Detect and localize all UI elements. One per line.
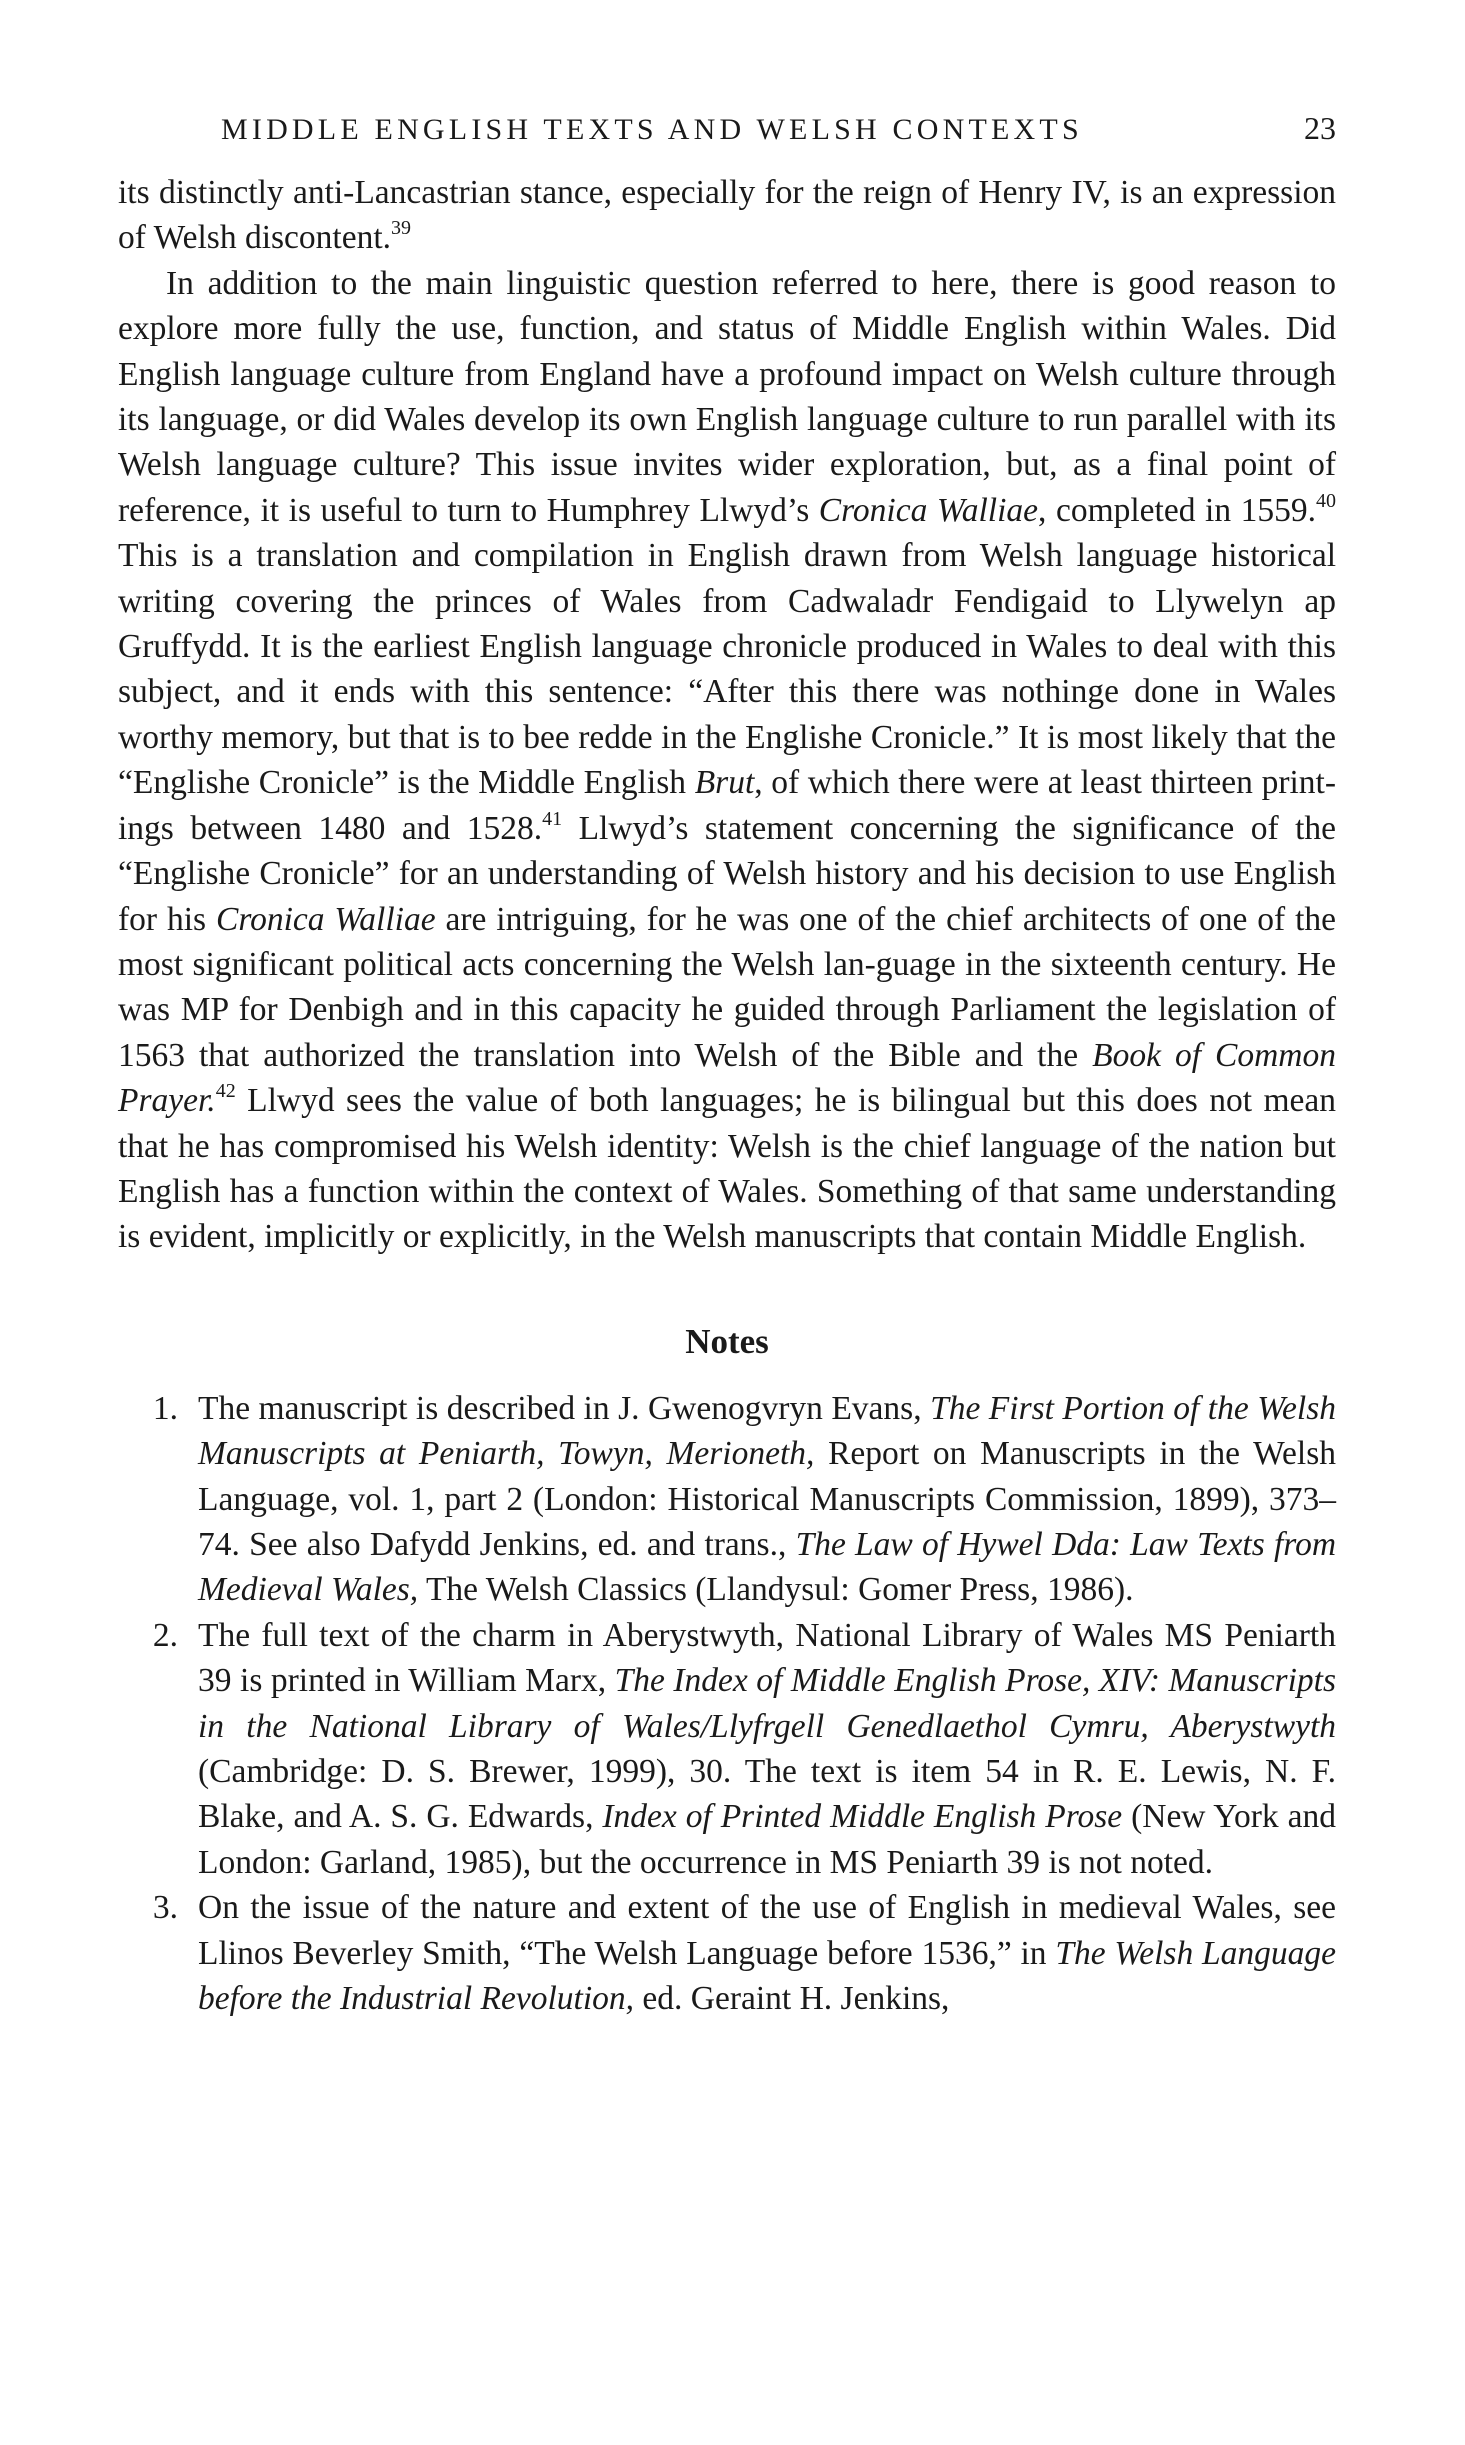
note-text bbox=[198, 1885, 1336, 2021]
text-run: , of which there were at least thirteen print-ings between 1480 and 1528. bbox=[118, 764, 1337, 847]
note-number: 1. bbox=[152, 1389, 178, 1427]
title-cronica-walliae: Cronica Walliae bbox=[818, 491, 1039, 529]
text-run: On the issue of the nature and extent of the use of English in medieval Wales, see Llinos Beverley Smith, “The Welsh Language before 1536,” in bbox=[198, 1889, 1336, 1972]
title-brut: Brut bbox=[694, 764, 755, 802]
cited-title: The Law of Hywel Dda: Law Texts from Medieval Wales, bbox=[198, 1525, 1337, 1609]
text-run: The full text of the charm in Aberystwyth, National Library of Wales MS Peniarth 39 is printed in William Marx, bbox=[198, 1616, 1336, 1700]
footnote-ref-40[interactable]: 40 bbox=[1316, 489, 1336, 512]
notes-heading: Notes bbox=[685, 1321, 769, 1361]
note-number: 2. bbox=[152, 1616, 178, 1654]
text-run: In addition to the main linguistic question referred to here, there is good reason to explore more fully the use, function, and status of Middle English within Wales. Did English language culture from England have a profound impact on Welsh culture through its language, or did Wales develop its own English language culture to run parallel with its Welsh language culture? This issue invites wider exploration, but, as a final point of reference, it is useful to turn to Humphrey Llwyd’s bbox=[118, 264, 1336, 529]
text-run: (New York and London: Garland, 1985), but the occurrence in MS Peniarth 39 is not noted. bbox=[198, 1798, 1336, 1881]
text-run: Report on Manuscripts in the Welsh Language, vol. 1, part 2 (London: Historical Manuscripts Commission, 1899), 373–74. See also Dafydd Jenkins, ed. and trans., bbox=[198, 1435, 1336, 1563]
cited-title: The Index of Middle English Prose, XIV: Manuscripts in the National Library of Wales/Llyfrgell Genedlaethol Cymru, Aberystwyth bbox=[198, 1662, 1336, 1745]
text-run: (Cambridge: D. S. Brewer, 1999), 30. The text is item 54 in R. E. Lewis, N. F. Blake, and A. S. G. Edwards, bbox=[198, 1753, 1336, 1836]
note-3 bbox=[118, 1885, 1336, 2021]
body-text bbox=[118, 170, 1336, 1260]
text-run: Llwyd sees the value of both languages; he is bilingual but this does not mean that he has compromised his Welsh identity: Welsh is the chief language of the nation but English has a function within the context of Wales. Something of that same understanding is evident, implicitly or explicitly, in the Welsh manuscripts that contain Middle English. bbox=[118, 1082, 1336, 1256]
text-run: The Welsh Classics (Llandysul: Gomer Press, 1986). bbox=[418, 1571, 1134, 1609]
text-run: This is a translation and compilation in English drawn from Welsh language historical writing covering the princes of Wales from Cadwaladr Fendigaid to Llywelyn ap Gruffydd. It is the earliest English language chronicle produced in Wales to deal with this subject, and it ends with this sentence: “After this there was nothinge done in Wales worthy memory, but that is to bee redde in the Englishe Cronicle.” It is most likely that the “Englishe Cronicle” is the Middle English bbox=[118, 537, 1336, 802]
footnote-ref-41[interactable]: 41 bbox=[542, 807, 563, 830]
note-2 bbox=[118, 1613, 1336, 1885]
title-cronica-walliae: Cronica Walliae bbox=[215, 900, 436, 938]
text-run: ed. Geraint H. Jenkins, bbox=[634, 1980, 950, 2018]
text-run: , completed in 1559. bbox=[1038, 491, 1316, 529]
text-run: are intriguing, for he was one of the chief architects of one of the most significant political acts concerning the Welsh lan-guage in the sixteenth century. He was MP for Denbigh and in this capacity he guided through Parliament the legislation of 1563 that authorized the translation into Welsh of the Bible and the bbox=[118, 900, 1336, 1074]
running-head-title: MIDDLE ENGLISH TEXTS AND WELSH CONTEXTS bbox=[221, 113, 1083, 146]
paragraph-1 bbox=[118, 170, 1336, 261]
paragraph-2 bbox=[118, 261, 1336, 1260]
footnote-ref-42[interactable]: 42 bbox=[215, 1080, 236, 1103]
text-run: The manuscript is described in J. Gwenogvryn Evans, bbox=[198, 1389, 931, 1427]
cited-title: The Welsh Language before the Industrial Revolution, bbox=[198, 1934, 1337, 2018]
cited-title: The First Portion of the Welsh Manuscripts at Peniarth, Towyn, Merioneth, bbox=[198, 1389, 1337, 1473]
running-head bbox=[221, 110, 1336, 158]
book-page bbox=[118, 110, 1336, 2021]
text-run: its distinctly anti-Lancastrian stance, especially for the reign of Henry IV, is an expression of Welsh discontent. bbox=[118, 174, 1336, 257]
notes-list bbox=[118, 1386, 1336, 2022]
text-run: Llwyd’s statement concerning the significance of the “Englishe Cronicle” for an understanding of Welsh history and his decision to use English for his bbox=[118, 809, 1336, 938]
footnote-ref-39[interactable]: 39 bbox=[391, 217, 412, 240]
page-number: 23 bbox=[1304, 110, 1336, 146]
note-number: 3. bbox=[152, 1889, 178, 1927]
note-1 bbox=[118, 1386, 1336, 1613]
title-book-of-common-prayer: Book of Common Prayer. bbox=[118, 1036, 1337, 1120]
cited-title: Index of Printed Middle English Prose bbox=[602, 1798, 1123, 1836]
note-text bbox=[198, 1386, 1336, 1613]
note-text bbox=[198, 1613, 1336, 1885]
